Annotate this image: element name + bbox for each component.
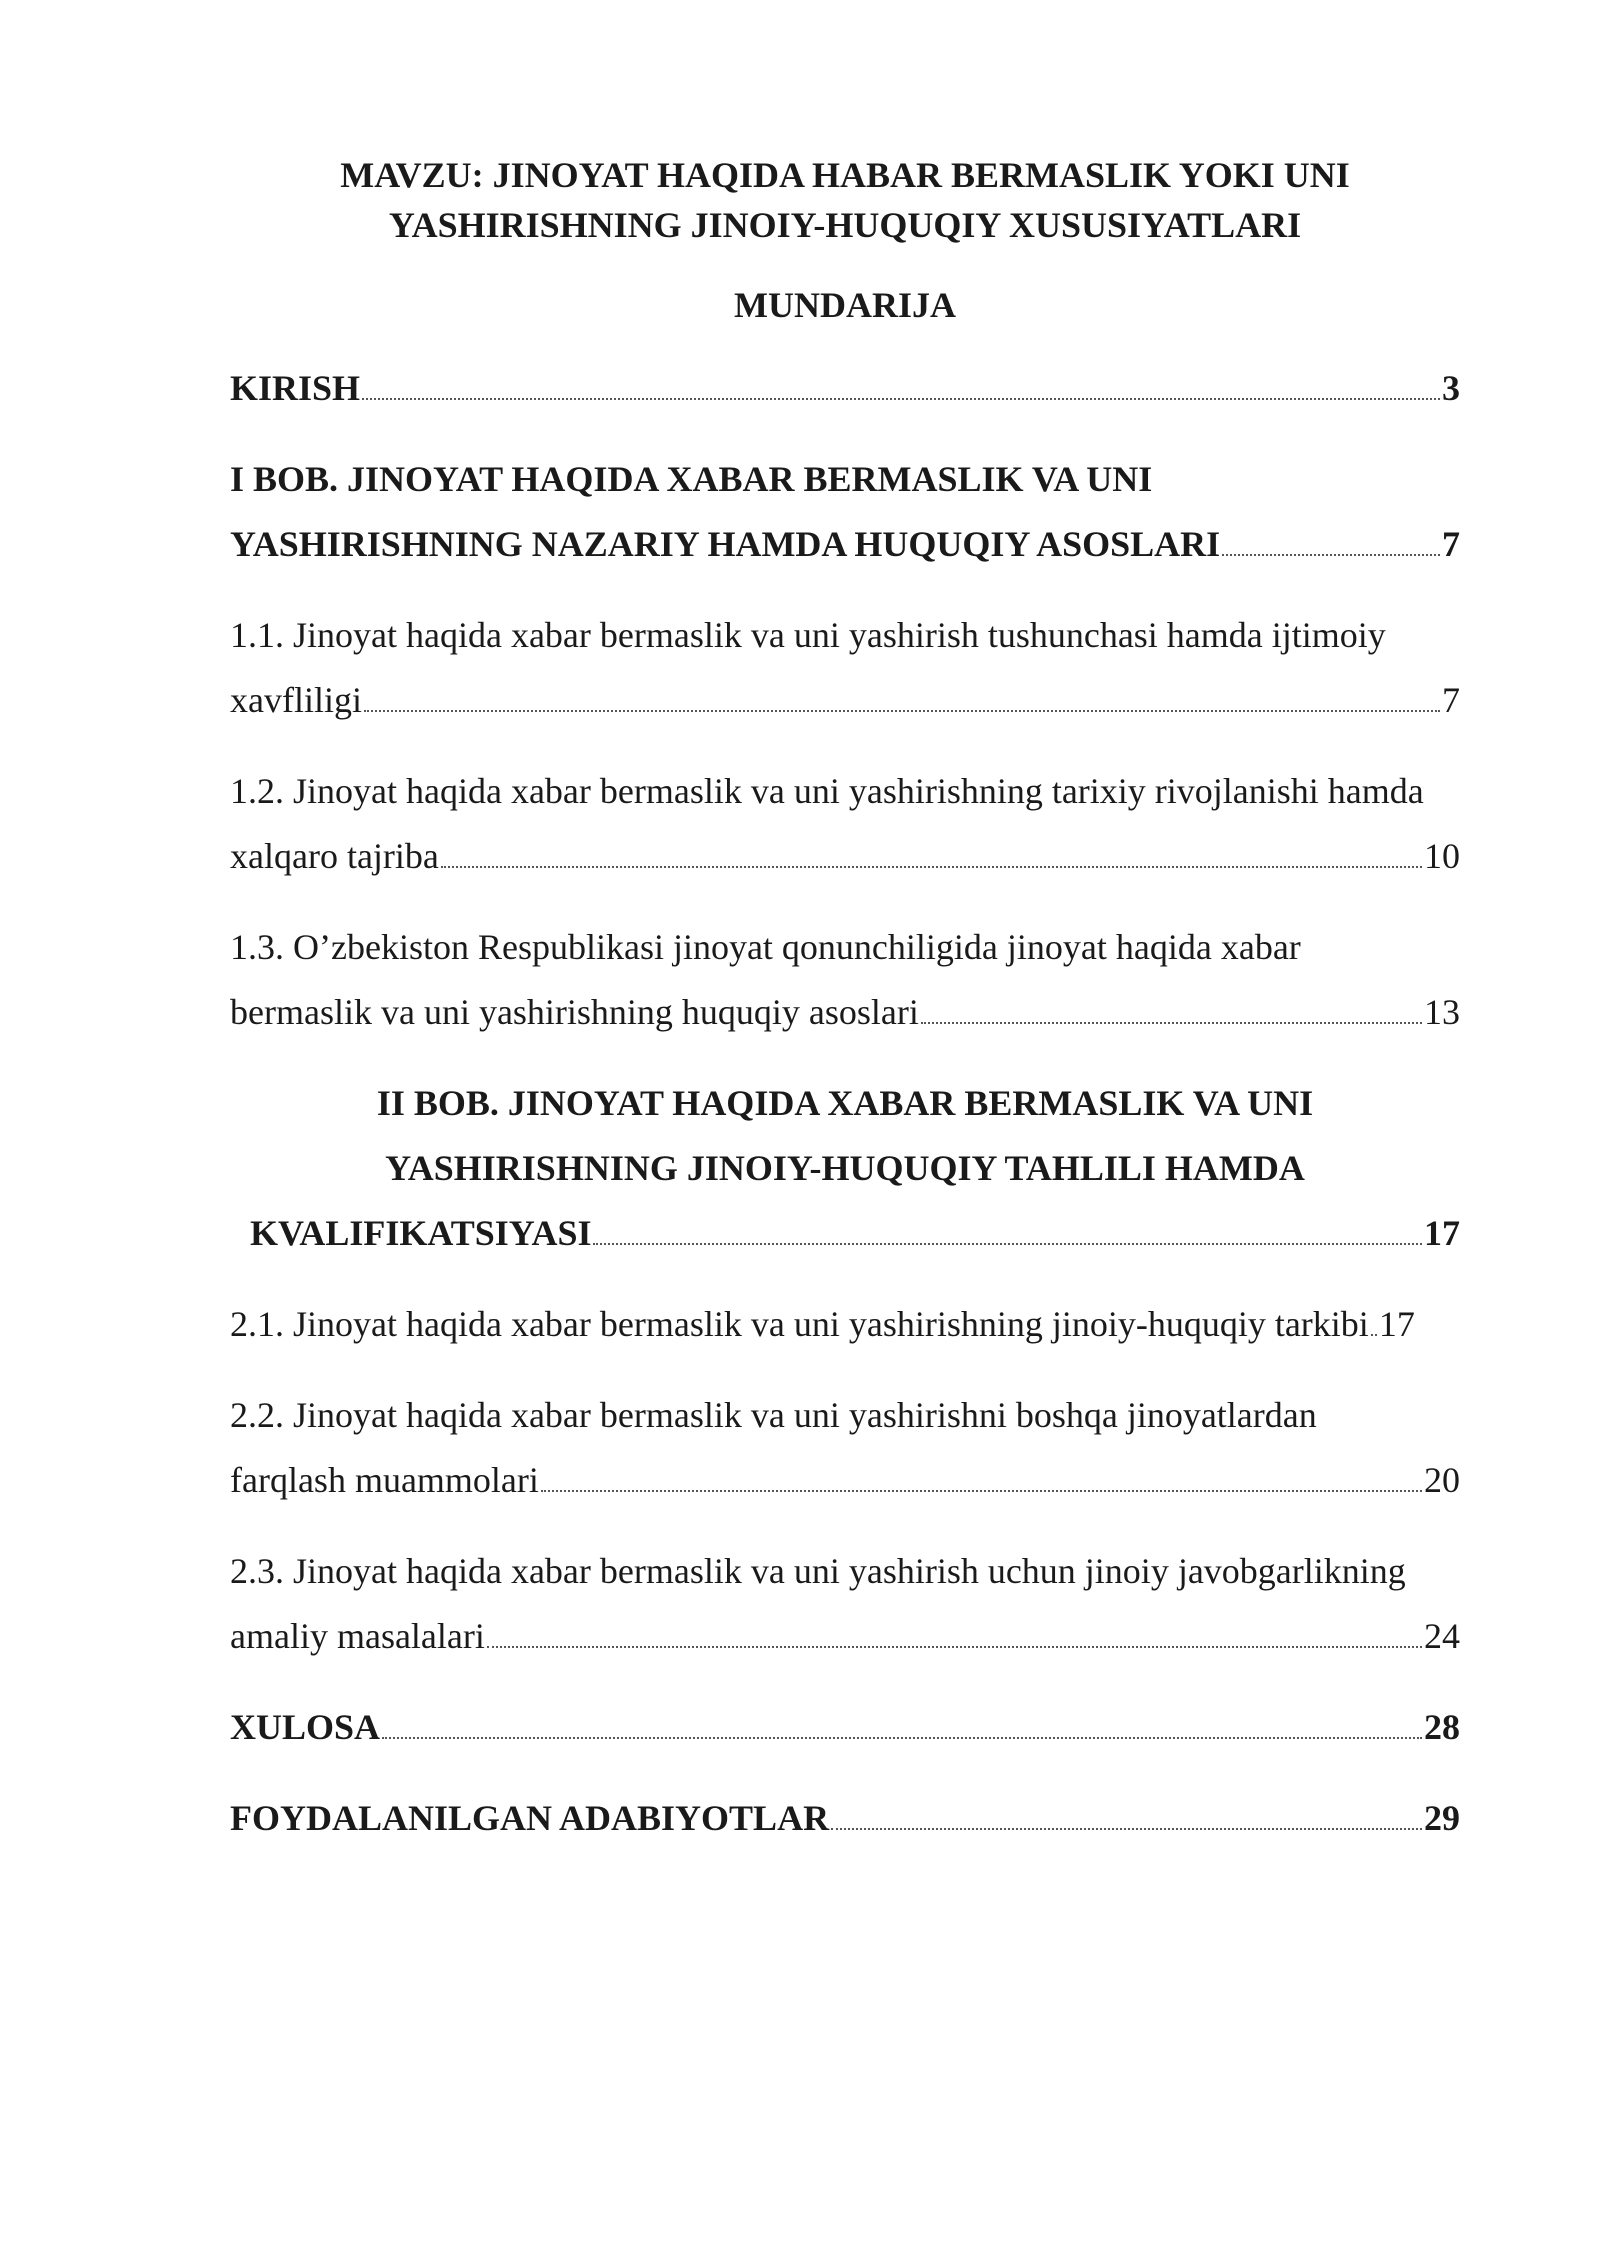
toc-entry-line: 1.3. O’zbekiston Respublikasi jinoyat qonunchiligida jinoyat haqida xabar [230, 927, 1301, 967]
toc-page-number: 29 [1424, 1798, 1460, 1838]
toc-page-number: 20 [1424, 1460, 1460, 1500]
toc-entry-line: 2.2. Jinoyat haqida xabar bermaslik va uni yashirishni boshqa jinoyatlardan [230, 1395, 1317, 1435]
toc-entry-text: YASHIRISHNING NAZARIY HAMDA HUQUQIY ASOSLARI [230, 524, 1221, 564]
dot-leader [831, 1828, 1422, 1830]
toc-page-number: 24 [1424, 1616, 1460, 1656]
document-title [230, 150, 1460, 250]
toc-page-number: 17 [1424, 1213, 1460, 1253]
toc-page-number: 7 [1442, 524, 1460, 564]
dot-leader [541, 1490, 1422, 1492]
document-page [230, 150, 1460, 1851]
toc-entry-line: 1.2. Jinoyat haqida xabar bermaslik va uni yashirishning tarixiy rivojlanishi hamda [230, 771, 1424, 811]
toc-entry-chapter-1[interactable] [230, 447, 1460, 577]
dot-leader [1371, 1334, 1377, 1336]
toc-page-number: 3 [1442, 368, 1460, 408]
toc-page-number: 7 [1442, 680, 1460, 720]
toc-entry-kirish[interactable] [230, 356, 1460, 421]
toc-entry-text: bermaslik va uni yashirishning huquqiy asoslari [230, 992, 919, 1032]
toc-entry-text: 2.1. Jinoyat haqida xabar bermaslik va uni yashirishning jinoiy-huquqiy tarkibi [230, 1304, 1369, 1344]
dot-leader [593, 1243, 1422, 1245]
toc-entry-text: XULOSA [230, 1707, 381, 1747]
toc-entry-text: KIRISH [230, 368, 361, 408]
toc-entry-line: I BOB. JINOYAT HAQIDA XABAR BERMASLIK VA UNI [230, 459, 1153, 499]
toc-entry-text: xalqaro tajriba [230, 836, 439, 876]
toc-entry-text: KVALIFIKATSIYASI [250, 1213, 592, 1253]
dot-leader [362, 398, 1440, 400]
toc-entry-line: 1.1. Jinoyat haqida xabar bermaslik va uni yashirish tushunchasi hamda ijtimoiy [230, 615, 1386, 655]
dot-leader [1222, 554, 1440, 556]
toc-page-number: 13 [1424, 992, 1460, 1032]
toc-entry-xulosa[interactable] [230, 1695, 1460, 1760]
title-line-2: YASHIRISHNING JINOIY-HUQUQIY XUSUSIYATLARI [388, 205, 1302, 245]
toc-page-number: 10 [1424, 836, 1460, 876]
dot-leader [921, 1022, 1422, 1024]
toc-entry-line: YASHIRISHNING JINOIY-HUQUQIY TAHLILI HAMDA [385, 1148, 1305, 1188]
contents-heading: MUNDARIJA [734, 285, 956, 325]
toc-entry-line: 2.3. Jinoyat haqida xabar bermaslik va uni yashirish uchun jinoiy javobgarlikning [230, 1551, 1406, 1591]
toc-entry-2-2[interactable] [230, 1383, 1460, 1513]
table-of-contents [230, 356, 1460, 1851]
toc-entry-2-3[interactable] [230, 1539, 1460, 1669]
toc-page-number: 17 [1378, 1304, 1415, 1344]
toc-entry-1-1[interactable] [230, 603, 1460, 733]
toc-entry-1-3[interactable] [230, 915, 1460, 1045]
toc-entry-text: FOYDALANILGAN ADABIYOTLAR [230, 1798, 830, 1838]
dot-leader [364, 710, 1440, 712]
toc-entry-adabiyotlar[interactable] [230, 1786, 1460, 1851]
toc-entry-chapter-2[interactable] [230, 1071, 1460, 1266]
toc-entry-text: amaliy masalalari [230, 1616, 485, 1656]
toc-entry-text: farqlash muammolari [230, 1460, 539, 1500]
toc-entry-line: II BOB. JINOYAT HAQIDA XABAR BERMASLIK VA UNI [376, 1083, 1314, 1123]
dot-leader [441, 866, 1422, 868]
title-line-1: MAVZU: JINOYAT HAQIDA HABAR BERMASLIK YOKI UNI [340, 155, 1350, 195]
dot-leader [382, 1737, 1422, 1739]
toc-entry-text: xavfliligi [230, 680, 362, 720]
dot-leader [487, 1646, 1422, 1648]
toc-entry-1-2[interactable] [230, 759, 1460, 889]
toc-page-number: 28 [1424, 1707, 1460, 1747]
toc-entry-2-1[interactable] [230, 1292, 1460, 1357]
